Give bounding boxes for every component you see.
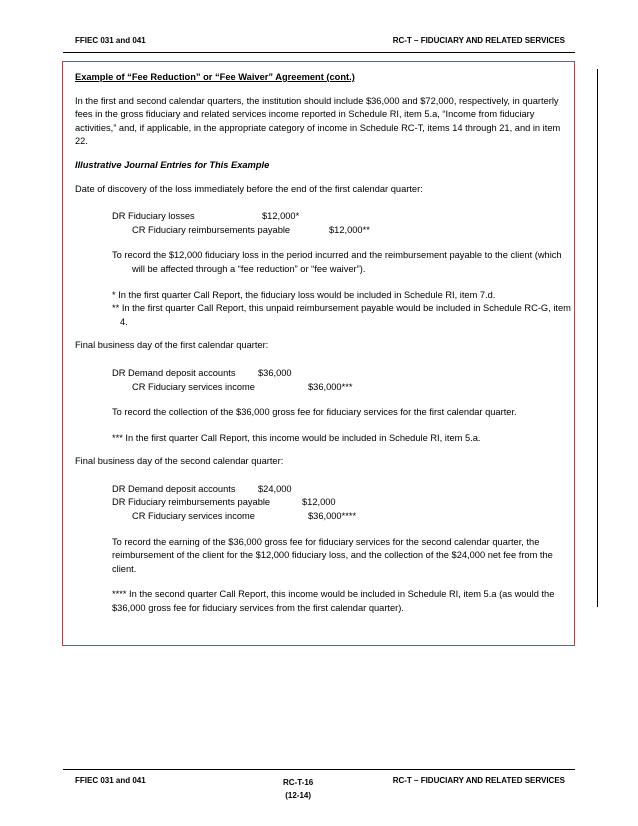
revision-bar [597,69,598,607]
q1-final-explanation: To record the collection of the $36,000 gross fee for fiduciary services for the first calendar quarter. [112,407,517,418]
q1-loss-explanation: To record the $12,000 fiduciary loss in the period incurred and the reimbursement payable to the client (which will be affected through a “fee reduction” or “fee waiver”). [112,250,562,274]
q1-loss-note-2: ** In the first quarter Call Report, this unpaid reimbursement payable would be included in Schedule RC-G, item 4. [112,303,571,327]
q1-loss-note-1: * In the first quarter Call Report, the fiduciary loss would be included in Schedule RI, item 7.d. [112,289,496,300]
header-rule [63,52,575,53]
q1-loss-entry [75,210,575,237]
debit-amount: $12,000 [302,497,336,508]
credit-amount: $36,000**** [308,511,357,522]
footer-page-block [283,776,313,802]
q2-final-explanation: To record the earning of the $36,000 gross fee for fiduciary services for the second calendar quarter, the reimbursement of the client for the $12,000 fiduciary loss, and the collection of the $24,000 net fee from the client. [112,536,553,574]
debit-amount: $24,000 [258,483,292,494]
example-title: Example of “Fee Reduction” or “Fee Waiver” Agreement (cont.) [75,72,355,82]
footer-form-id: FFIEC 031 and 041 [75,776,146,785]
journal-line [75,496,575,510]
example-content [75,71,575,616]
journal-line [75,224,575,238]
debit-amount: $36,000 [258,367,292,378]
q2-final-note: **** In the second quarter Call Report, this income would be included in Schedule RI, item 5.a (as would the $36,000 gross fee for fiduciary services from the first calendar quarter). [112,589,555,614]
q1-final-heading: Final business day of the first calendar quarter: [75,340,269,351]
q2-final-entry [75,483,575,524]
footer-rule [63,769,575,770]
credit-amount: $36,000*** [308,381,353,392]
journal-line [75,381,575,395]
q1-final-note: *** In the first quarter Call Report, this income would be included in Schedule RI, item 5.a. [112,432,481,443]
page-header [75,36,565,45]
journal-line [75,367,575,381]
debit-amount: $12,000* [262,211,300,222]
header-section-title: RC-T – FIDUCIARY AND RELATED SERVICES [392,36,565,45]
footer-page-number: RC-T-16 [283,778,314,787]
credit-label: CR Fiduciary reimbursements payable [132,224,291,235]
credit-label: CR Fiduciary services income [132,511,255,522]
debit-label: DR Demand deposit accounts [112,483,236,494]
credit-amount: $12,000** [329,224,370,235]
debit-label: DR Demand deposit accounts [112,367,236,378]
journal-heading: Illustrative Journal Entries for This Example [75,159,270,170]
footer-revision-date: (12-14) [285,791,312,800]
journal-line [75,483,575,497]
journal-line [75,210,575,224]
debit-label: DR Fiduciary reimbursements payable [112,497,271,508]
q2-final-heading: Final business day of the second calendar quarter: [75,456,284,467]
q1-loss-heading: Date of discovery of the loss immediately before the end of the first calendar quarter: [75,183,423,194]
footer-section-title: RC-T – FIDUCIARY AND RELATED SERVICES [392,776,565,785]
header-form-id: FFIEC 031 and 041 [75,36,146,45]
credit-label: CR Fiduciary services income [132,381,255,392]
intro-paragraph: In the first and second calendar quarters, the institution should include $36,000 and $72,000, respectively, in quarterly fees in the gross fiduciary and related services income reported in Schedule RI, item 5.a, “Income from fiduciary activities,” and, if applicable, in the appropriate category of income in Schedule RC-T, items 14 through 21, and in item 22. [75,95,561,147]
journal-line [75,510,575,524]
q1-final-entry [75,367,575,394]
debit-label: DR Fiduciary losses [112,211,195,222]
